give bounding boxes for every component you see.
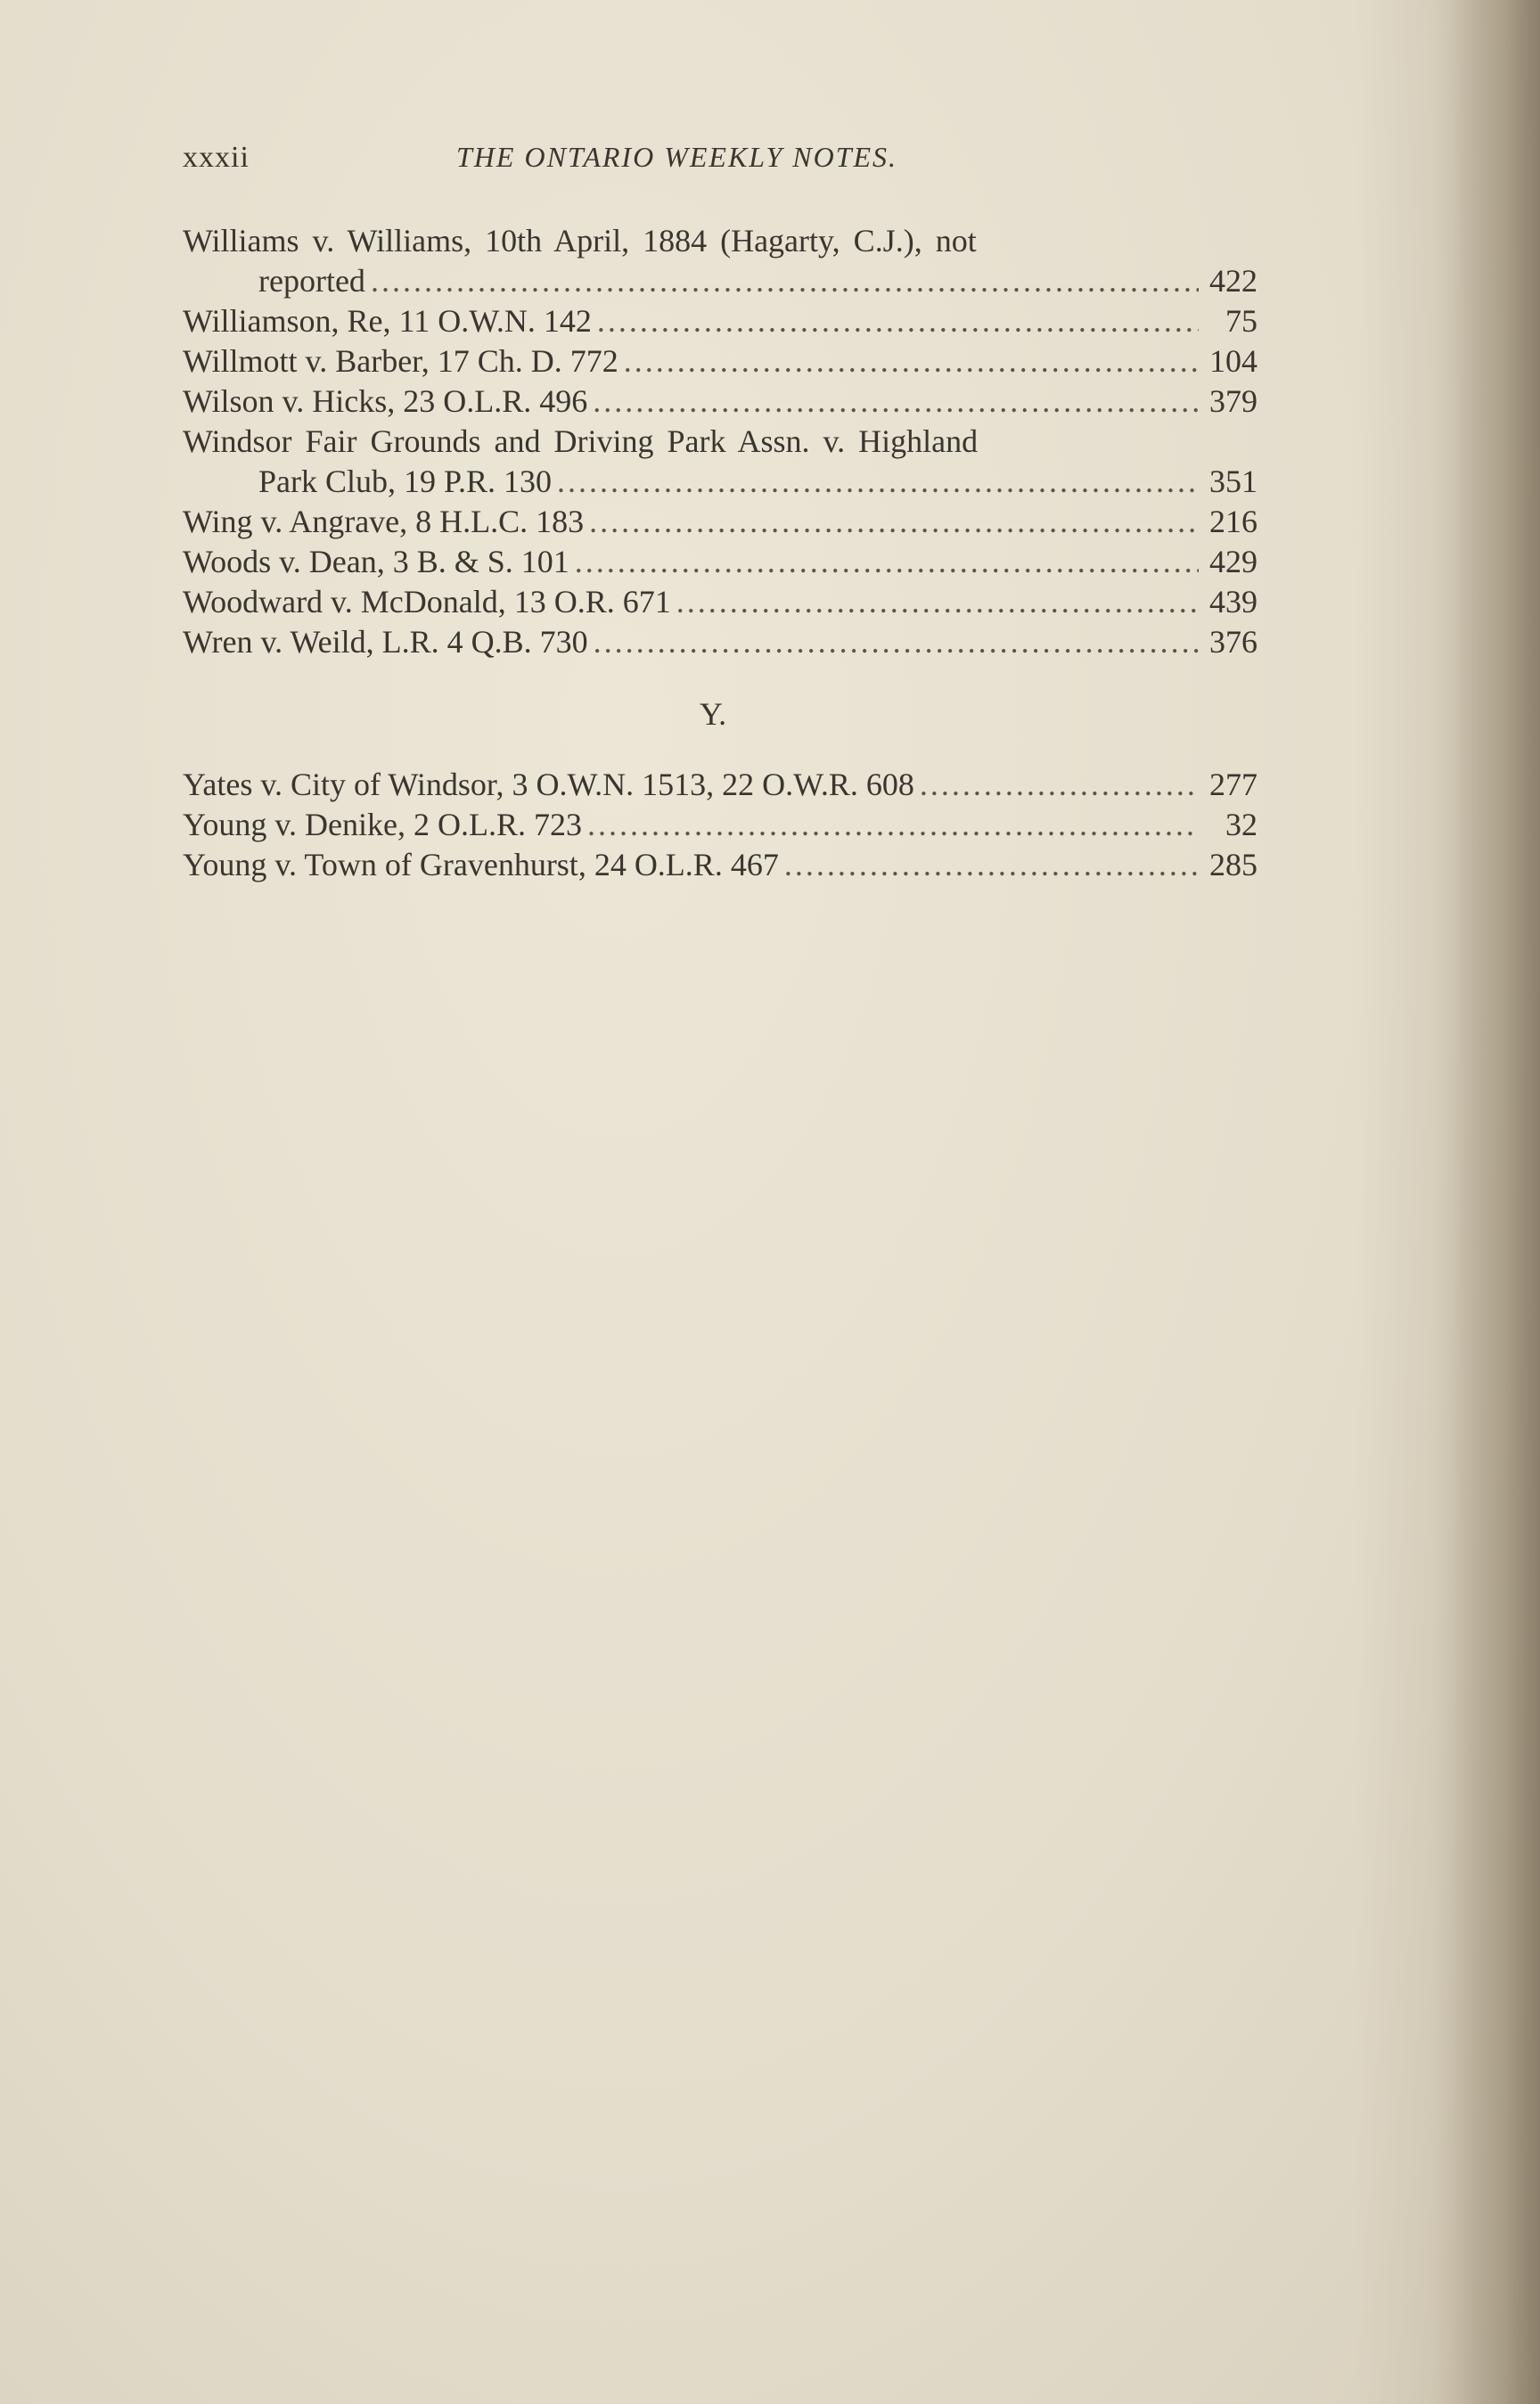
case-entry (183, 502, 1257, 542)
page-number: 285 (1209, 847, 1257, 882)
dot-leader (594, 622, 1199, 662)
page-number: 104 (1209, 343, 1257, 379)
case-title: Wren v. Weild, L.R. 4 Q.B. 730 (183, 624, 588, 660)
page-number: 379 (1209, 383, 1257, 419)
page-number: 351 (1209, 464, 1257, 499)
case-entry (183, 765, 1257, 805)
case-entry (183, 221, 1257, 301)
case-entry (183, 542, 1257, 582)
page-number: 277 (1209, 767, 1257, 802)
page-number: 32 (1225, 807, 1257, 842)
case-entry (183, 422, 1257, 502)
case-title: Woodward v. McDonald, 13 O.R. 671 (183, 584, 671, 619)
dot-leader (920, 765, 1199, 805)
case-entry (183, 805, 1257, 845)
case-entry (183, 845, 1257, 885)
case-entry (183, 341, 1257, 382)
dot-leader (575, 542, 1199, 582)
case-title: Williamson, Re, 11 O.W.N. 142 (183, 303, 592, 339)
page-number: 376 (1209, 624, 1257, 660)
page-number: 439 (1209, 584, 1257, 619)
case-title: Woods v. Dean, 3 B. & S. 101 (183, 544, 569, 579)
dot-leader (597, 301, 1199, 341)
page-number: 75 (1225, 303, 1257, 339)
table-of-cases (183, 221, 1257, 885)
page-number: 422 (1209, 263, 1257, 299)
case-title-line: Windsor Fair Grounds and Driving Park Assn. v. Highland (183, 423, 979, 459)
case-title: Yates v. City of Windsor, 3 O.W.N. 1513, 22 O.W.R. 608 (183, 767, 914, 802)
case-title: Willmott v. Barber, 17 Ch. D. 772 (183, 343, 618, 379)
case-title-line: Williams v. Williams, 10th April, 1884 (Hagarty, C.J.), not (183, 223, 977, 258)
case-entry (183, 382, 1257, 422)
case-title: Young v. Denike, 2 O.L.R. 723 (183, 807, 583, 842)
page-number: 216 (1209, 504, 1257, 539)
dot-leader (557, 462, 1199, 502)
dot-leader (624, 341, 1199, 382)
case-title: Wing v. Angrave, 8 H.L.C. 183 (183, 504, 585, 539)
case-entry (183, 301, 1257, 341)
journal-title: THE ONTARIO WEEKLY NOTES. (456, 141, 898, 173)
dot-leader (784, 845, 1199, 885)
case-title-continuation: reported (258, 263, 365, 299)
section-heading-y: Y. (699, 696, 727, 732)
dot-leader (587, 805, 1199, 845)
running-head (183, 141, 1252, 185)
dot-leader (589, 502, 1199, 542)
case-entry (183, 622, 1257, 662)
dot-leader (593, 382, 1199, 422)
dot-leader (371, 261, 1199, 301)
case-title-continuation: Park Club, 19 P.R. 130 (258, 464, 553, 499)
dot-leader (676, 582, 1199, 622)
case-title: Wilson v. Hicks, 23 O.L.R. 496 (183, 383, 588, 419)
case-entry (183, 582, 1257, 622)
case-title: Young v. Town of Gravenhurst, 24 O.L.R. 467 (183, 847, 779, 882)
page-number: 429 (1209, 544, 1257, 579)
page-folio: xxxii (183, 141, 250, 174)
